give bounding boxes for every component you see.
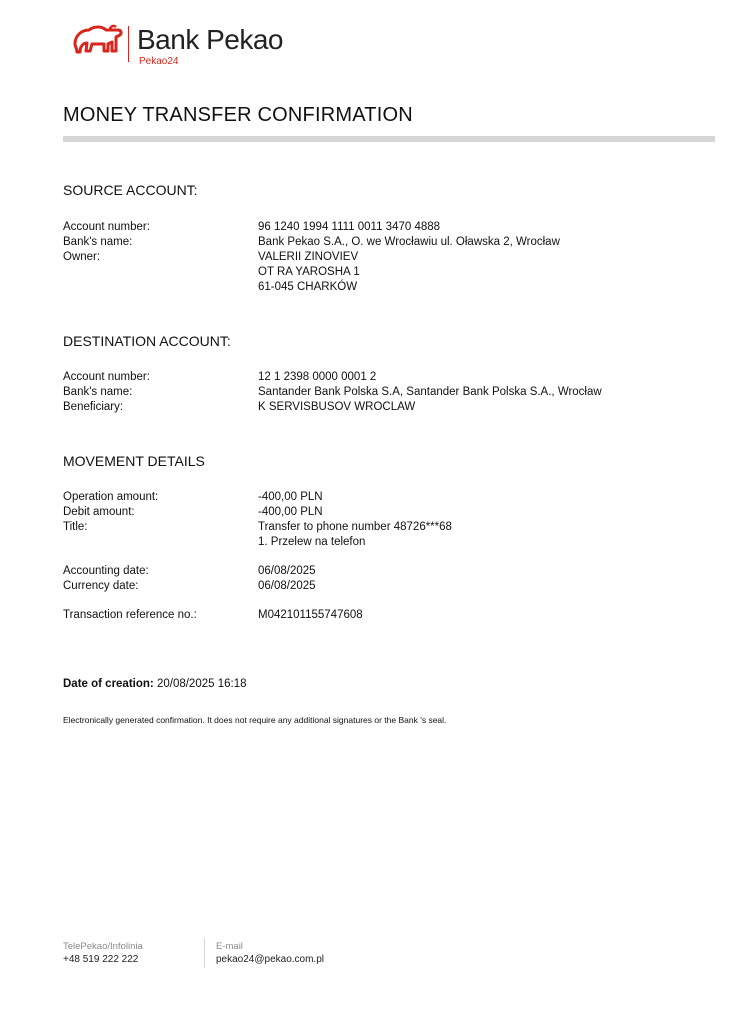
creation-date-value: 20/08/2025 16:18: [156, 678, 247, 690]
transfer-title-label: Title:: [63, 521, 88, 533]
bison-logo-icon: [72, 24, 124, 60]
destination-bank-value: Santander Bank Polska S.A, Santander Bank Polska S.A., Wrocław: [258, 386, 602, 398]
source-account-label: Account number:: [63, 221, 150, 233]
footer-phone-value: +48 519 222 222: [63, 954, 139, 965]
accounting-date-value: 06/08/2025: [258, 565, 316, 577]
operation-amount-value: -400,00 PLN: [258, 491, 323, 503]
creation-date-label: Date of creation:: [63, 678, 154, 690]
source-owner-line1: VALERII ZINOVIEV: [258, 251, 359, 263]
footer-phone-label: TelePekao/Infolinia: [63, 941, 143, 952]
transfer-title-line1: Transfer to phone number 48726***68: [258, 521, 452, 533]
creation-date: [63, 678, 246, 690]
transfer-title-line2: 1. Przelew na telefon: [258, 536, 366, 548]
debit-amount-value: -400,00 PLN: [258, 506, 323, 518]
debit-amount-label: Debit amount:: [63, 506, 135, 518]
confirmation-note: Electronically generated confirmation. It does not require any additional signatures or the Bank 's seal.: [63, 715, 447, 725]
footer-email-value[interactable]: pekao24@pekao.com.pl: [216, 954, 324, 965]
source-bank-label: Bank's name:: [63, 236, 133, 248]
reference-label: Transaction reference no.:: [63, 609, 197, 621]
bank-logo: [72, 22, 302, 70]
destination-account-label: Account number:: [63, 371, 150, 383]
movement-heading: MOVEMENT DETAILS: [63, 453, 205, 469]
brand-sub: Pekao24: [139, 56, 179, 67]
brand-name: Bank Pekao: [137, 24, 283, 55]
source-owner-label: Owner:: [63, 251, 101, 263]
source-owner-line3: 61-045 CHARKÓW: [258, 281, 358, 293]
currency-date-value: 06/08/2025: [258, 580, 316, 592]
destination-account-value: 12 1 2398 0000 0001 2: [258, 371, 377, 383]
destination-heading: DESTINATION ACCOUNT:: [63, 333, 231, 349]
operation-amount-label: Operation amount:: [63, 491, 159, 503]
destination-beneficiary-value: K SERVISBUSOV WROCLAW: [258, 401, 416, 413]
footer-email-label: E-mail: [216, 941, 243, 952]
source-bank-value: Bank Pekao S.A., O. we Wrocławiu ul. Oławska 2, Wrocław: [258, 236, 560, 248]
footer-divider: [204, 938, 205, 968]
destination-bank-label: Bank's name:: [63, 386, 133, 398]
page-title: MONEY TRANSFER CONFIRMATION: [63, 104, 413, 126]
currency-date-label: Currency date:: [63, 580, 139, 592]
accounting-date-label: Accounting date:: [63, 565, 149, 577]
logo-divider: [128, 26, 129, 62]
source-account-value: 96 1240 1994 1111 0011 3470 4888: [258, 221, 441, 233]
reference-value: M042101155747608: [258, 609, 363, 621]
title-divider: [63, 136, 715, 142]
destination-beneficiary-label: Beneficiary:: [63, 401, 124, 413]
source-owner-line2: OT RA YAROSHA 1: [258, 266, 360, 278]
source-heading: SOURCE ACCOUNT:: [63, 182, 198, 198]
